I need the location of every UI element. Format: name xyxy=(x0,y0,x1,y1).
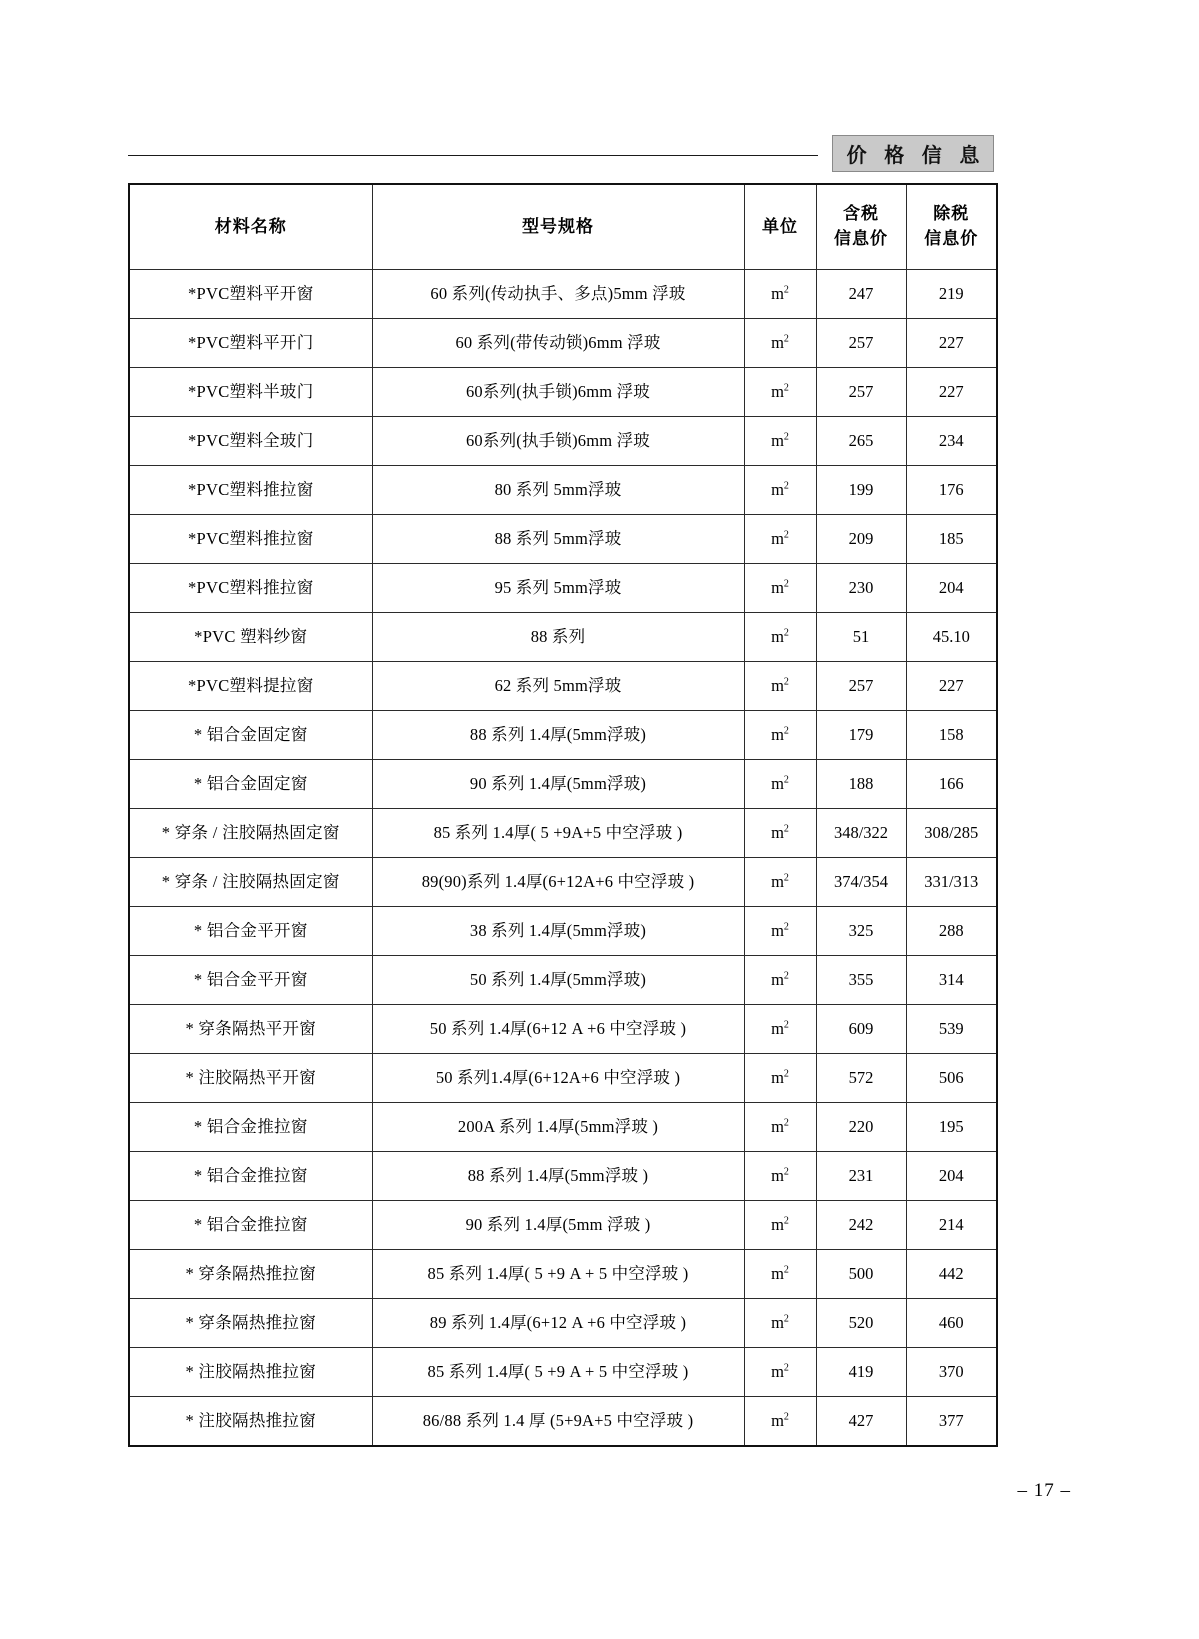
page-number: – 17 – xyxy=(1017,1480,1071,1501)
cell-tax-included-price: 500 xyxy=(816,1250,906,1299)
cell-tax-included-price: 348/322 xyxy=(816,809,906,858)
unit-symbol: $m^2$ xyxy=(771,773,789,793)
table-row xyxy=(129,1397,997,1447)
cell-model-spec: 38 系列 1.4厚(5mm浮玻) xyxy=(372,907,744,956)
unit-exponent: 2 xyxy=(783,333,789,345)
cell-tax-excluded-price: 539 xyxy=(906,1005,997,1054)
unit-exponent: 2 xyxy=(783,627,789,639)
cell-material-name: * 穿条隔热推拉窗 xyxy=(129,1250,372,1299)
unit-exponent: 2 xyxy=(783,1117,789,1129)
cell-material-name: * 铝合金推拉窗 xyxy=(129,1201,372,1250)
cell-model-spec: 85 系列 1.4厚( 5 +9 A + 5 中空浮玻 ) xyxy=(372,1348,744,1397)
cell-tax-excluded-price: 158 xyxy=(906,711,997,760)
unit-exponent: 2 xyxy=(783,1215,789,1227)
cell-unit xyxy=(744,466,816,515)
cell-model-spec: 85 系列 1.4厚( 5 +9A+5 中空浮玻 ) xyxy=(372,809,744,858)
cell-model-spec: 88 系列 xyxy=(372,613,744,662)
column-header-tax-excluded-line1: 除税 xyxy=(933,204,970,224)
cell-model-spec: 89 系列 1.4厚(6+12 A +6 中空浮玻 ) xyxy=(372,1299,744,1348)
cell-tax-included-price: 257 xyxy=(816,368,906,417)
cell-material-name: *PVC塑料推拉窗 xyxy=(129,515,372,564)
cell-material-name: * 穿条隔热平开窗 xyxy=(129,1005,372,1054)
cell-model-spec: 200A 系列 1.4厚(5mm浮玻 ) xyxy=(372,1103,744,1152)
cell-material-name: *PVC塑料平开门 xyxy=(129,319,372,368)
table-row xyxy=(129,270,997,319)
cell-model-spec: 88 系列 1.4厚(5mm浮玻) xyxy=(372,711,744,760)
unit-symbol: $m^2$ xyxy=(771,381,789,401)
cell-tax-excluded-price: 460 xyxy=(906,1299,997,1348)
cell-tax-excluded-price: 227 xyxy=(906,319,997,368)
cell-unit xyxy=(744,907,816,956)
cell-material-name: * 注胶隔热平开窗 xyxy=(129,1054,372,1103)
cell-material-name: * 铝合金平开窗 xyxy=(129,907,372,956)
column-header-tax-included-price xyxy=(816,184,906,270)
cell-unit xyxy=(744,417,816,466)
unit-symbol: $m^2$ xyxy=(771,528,789,548)
unit-symbol: $m^2$ xyxy=(771,1165,789,1185)
table-row xyxy=(129,1005,997,1054)
cell-tax-included-price: 427 xyxy=(816,1397,906,1447)
cell-tax-excluded-price: 314 xyxy=(906,956,997,1005)
cell-material-name: * 铝合金固定窗 xyxy=(129,711,372,760)
cell-unit xyxy=(744,760,816,809)
unit-symbol: $m^2$ xyxy=(771,1263,789,1283)
unit-exponent: 2 xyxy=(783,1411,789,1423)
table-row xyxy=(129,613,997,662)
unit-symbol: $m^2$ xyxy=(771,969,789,989)
unit-exponent: 2 xyxy=(783,578,789,590)
unit-exponent: 2 xyxy=(783,431,789,443)
cell-unit xyxy=(744,1250,816,1299)
table-row xyxy=(129,809,997,858)
cell-tax-excluded-price: 227 xyxy=(906,368,997,417)
table-row xyxy=(129,1103,997,1152)
unit-exponent: 2 xyxy=(783,382,789,394)
unit-symbol: $m^2$ xyxy=(771,1361,789,1381)
cell-tax-excluded-price: 214 xyxy=(906,1201,997,1250)
cell-tax-excluded-price: 204 xyxy=(906,564,997,613)
cell-tax-excluded-price: 204 xyxy=(906,1152,997,1201)
cell-unit xyxy=(744,662,816,711)
cell-unit xyxy=(744,270,816,319)
cell-tax-excluded-price: 185 xyxy=(906,515,997,564)
cell-tax-included-price: 355 xyxy=(816,956,906,1005)
cell-unit xyxy=(744,1005,816,1054)
cell-model-spec: 85 系列 1.4厚( 5 +9 A + 5 中空浮玻 ) xyxy=(372,1250,744,1299)
cell-material-name: * 铝合金推拉窗 xyxy=(129,1103,372,1152)
cell-tax-excluded-price: 227 xyxy=(906,662,997,711)
cell-material-name: * 穿条隔热推拉窗 xyxy=(129,1299,372,1348)
unit-symbol: $m^2$ xyxy=(771,283,789,303)
table-header-row xyxy=(129,184,997,270)
column-header-tax-included-line1: 含税 xyxy=(843,204,879,224)
unit-symbol: $m^2$ xyxy=(771,626,789,646)
cell-tax-included-price: 520 xyxy=(816,1299,906,1348)
cell-model-spec: 60系列(执手锁)6mm 浮玻 xyxy=(372,417,744,466)
cell-material-name: *PVC 塑料纱窗 xyxy=(129,613,372,662)
cell-tax-included-price: 188 xyxy=(816,760,906,809)
cell-tax-excluded-price: 370 xyxy=(906,1348,997,1397)
table-row xyxy=(129,515,997,564)
table-header xyxy=(129,184,997,270)
cell-tax-excluded-price: 331/313 xyxy=(906,858,997,907)
cell-material-name: *PVC塑料推拉窗 xyxy=(129,466,372,515)
cell-tax-excluded-price: 176 xyxy=(906,466,997,515)
cell-tax-included-price: 230 xyxy=(816,564,906,613)
table-row xyxy=(129,662,997,711)
cell-tax-included-price: 231 xyxy=(816,1152,906,1201)
unit-exponent: 2 xyxy=(783,1166,789,1178)
cell-tax-excluded-price: 377 xyxy=(906,1397,997,1447)
unit-exponent: 2 xyxy=(783,725,789,737)
unit-exponent: 2 xyxy=(783,921,789,933)
price-table-container xyxy=(128,183,996,1447)
cell-unit xyxy=(744,613,816,662)
table-row xyxy=(129,564,997,613)
cell-tax-included-price: 325 xyxy=(816,907,906,956)
cell-unit xyxy=(744,1054,816,1103)
unit-symbol: $m^2$ xyxy=(771,479,789,499)
cell-tax-excluded-price: 166 xyxy=(906,760,997,809)
cell-tax-excluded-price: 308/285 xyxy=(906,809,997,858)
unit-symbol: $m^2$ xyxy=(771,871,789,891)
cell-model-spec: 50 系列1.4厚(6+12A+6 中空浮玻 ) xyxy=(372,1054,744,1103)
cell-tax-included-price: 199 xyxy=(816,466,906,515)
cell-unit xyxy=(744,319,816,368)
unit-exponent: 2 xyxy=(783,1313,789,1325)
cell-tax-included-price: 247 xyxy=(816,270,906,319)
cell-material-name: * 注胶隔热推拉窗 xyxy=(129,1397,372,1447)
unit-exponent: 2 xyxy=(783,1362,789,1374)
column-header-unit: 单位 xyxy=(744,184,816,270)
cell-unit xyxy=(744,515,816,564)
cell-tax-excluded-price: 288 xyxy=(906,907,997,956)
unit-exponent: 2 xyxy=(783,480,789,492)
table-row xyxy=(129,1201,997,1250)
cell-tax-included-price: 209 xyxy=(816,515,906,564)
table-row xyxy=(129,858,997,907)
cell-tax-excluded-price: 442 xyxy=(906,1250,997,1299)
cell-material-name: * 铝合金固定窗 xyxy=(129,760,372,809)
unit-exponent: 2 xyxy=(783,676,789,688)
cell-tax-excluded-price: 219 xyxy=(906,270,997,319)
unit-symbol: $m^2$ xyxy=(771,1067,789,1087)
cell-tax-excluded-price: 234 xyxy=(906,417,997,466)
unit-exponent: 2 xyxy=(783,1019,789,1031)
unit-exponent: 2 xyxy=(783,1264,789,1276)
table-row xyxy=(129,466,997,515)
cell-tax-included-price: 572 xyxy=(816,1054,906,1103)
cell-unit xyxy=(744,809,816,858)
table-row xyxy=(129,319,997,368)
cell-unit xyxy=(744,564,816,613)
column-header-model-spec: 型号规格 xyxy=(372,184,744,270)
unit-symbol: $m^2$ xyxy=(771,1214,789,1234)
cell-model-spec: 60 系列(带传动锁)6mm 浮玻 xyxy=(372,319,744,368)
cell-material-name: * 铝合金平开窗 xyxy=(129,956,372,1005)
unit-exponent: 2 xyxy=(783,970,789,982)
unit-exponent: 2 xyxy=(783,774,789,786)
cell-tax-included-price: 265 xyxy=(816,417,906,466)
cell-tax-included-price: 257 xyxy=(816,319,906,368)
cell-tax-included-price: 419 xyxy=(816,1348,906,1397)
cell-model-spec: 80 系列 5mm浮玻 xyxy=(372,466,744,515)
table-row xyxy=(129,956,997,1005)
unit-symbol: $m^2$ xyxy=(771,577,789,597)
unit-symbol: $m^2$ xyxy=(771,822,789,842)
table-row xyxy=(129,1348,997,1397)
cell-material-name: *PVC塑料全玻门 xyxy=(129,417,372,466)
table-row xyxy=(129,1152,997,1201)
column-header-tax-excluded-price xyxy=(906,184,997,270)
table-row xyxy=(129,907,997,956)
cell-tax-included-price: 609 xyxy=(816,1005,906,1054)
table-row xyxy=(129,1250,997,1299)
price-table xyxy=(128,183,998,1447)
cell-unit xyxy=(744,711,816,760)
cell-material-name: *PVC塑料提拉窗 xyxy=(129,662,372,711)
table-row xyxy=(129,1299,997,1348)
table-row xyxy=(129,1054,997,1103)
section-badge xyxy=(832,135,994,172)
cell-unit xyxy=(744,858,816,907)
cell-model-spec: 88 系列 5mm浮玻 xyxy=(372,515,744,564)
unit-exponent: 2 xyxy=(783,872,789,884)
cell-model-spec: 86/88 系列 1.4 厚 (5+9A+5 中空浮玻 ) xyxy=(372,1397,744,1447)
cell-tax-included-price: 51 xyxy=(816,613,906,662)
unit-exponent: 2 xyxy=(783,529,789,541)
unit-symbol: $m^2$ xyxy=(771,1312,789,1332)
table-row xyxy=(129,760,997,809)
table-row xyxy=(129,368,997,417)
cell-material-name: *PVC塑料推拉窗 xyxy=(129,564,372,613)
column-header-tax-included-line2: 信息价 xyxy=(834,229,888,248)
cell-material-name: * 穿条 / 注胶隔热固定窗 xyxy=(129,809,372,858)
cell-model-spec: 88 系列 1.4厚(5mm浮玻 ) xyxy=(372,1152,744,1201)
unit-symbol: $m^2$ xyxy=(771,1018,789,1038)
cell-unit xyxy=(744,1348,816,1397)
cell-material-name: * 注胶隔热推拉窗 xyxy=(129,1348,372,1397)
cell-material-name: * 穿条 / 注胶隔热固定窗 xyxy=(129,858,372,907)
cell-tax-included-price: 179 xyxy=(816,711,906,760)
cell-tax-included-price: 257 xyxy=(816,662,906,711)
cell-model-spec: 62 系列 5mm浮玻 xyxy=(372,662,744,711)
cell-unit xyxy=(744,956,816,1005)
unit-exponent: 2 xyxy=(783,1068,789,1080)
cell-tax-excluded-price: 45.10 xyxy=(906,613,997,662)
cell-unit xyxy=(744,1299,816,1348)
unit-exponent: 2 xyxy=(783,823,789,835)
unit-exponent: 2 xyxy=(783,284,789,296)
unit-symbol: $m^2$ xyxy=(771,332,789,352)
cell-unit xyxy=(744,368,816,417)
cell-model-spec: 50 系列 1.4厚(5mm浮玻) xyxy=(372,956,744,1005)
unit-symbol: $m^2$ xyxy=(771,920,789,940)
column-header-material-name: 材料名称 xyxy=(129,184,372,270)
unit-symbol: $m^2$ xyxy=(771,430,789,450)
cell-tax-included-price: 242 xyxy=(816,1201,906,1250)
cell-model-spec: 90 系列 1.4厚(5mm 浮玻 ) xyxy=(372,1201,744,1250)
cell-unit xyxy=(744,1103,816,1152)
cell-unit xyxy=(744,1152,816,1201)
cell-material-name: *PVC塑料平开窗 xyxy=(129,270,372,319)
table-row xyxy=(129,711,997,760)
unit-symbol: $m^2$ xyxy=(771,1116,789,1136)
cell-model-spec: 60系列(执手锁)6mm 浮玻 xyxy=(372,368,744,417)
cell-tax-included-price: 374/354 xyxy=(816,858,906,907)
cell-tax-excluded-price: 506 xyxy=(906,1054,997,1103)
cell-model-spec: 95 系列 5mm浮玻 xyxy=(372,564,744,613)
table-row xyxy=(129,417,997,466)
page-header xyxy=(128,135,994,175)
cell-model-spec: 90 系列 1.4厚(5mm浮玻) xyxy=(372,760,744,809)
cell-model-spec: 60 系列(传动执手、多点)5mm 浮玻 xyxy=(372,270,744,319)
unit-symbol: $m^2$ xyxy=(771,675,789,695)
cell-model-spec: 89(90)系列 1.4厚(6+12A+6 中空浮玻 ) xyxy=(372,858,744,907)
cell-tax-included-price: 220 xyxy=(816,1103,906,1152)
cell-material-name: *PVC塑料半玻门 xyxy=(129,368,372,417)
cell-unit xyxy=(744,1397,816,1447)
column-header-tax-excluded-line2: 信息价 xyxy=(924,229,979,248)
header-rule xyxy=(128,155,818,156)
table-body xyxy=(129,270,997,1447)
unit-symbol: $m^2$ xyxy=(771,724,789,744)
cell-unit xyxy=(744,1201,816,1250)
cell-tax-excluded-price: 195 xyxy=(906,1103,997,1152)
section-badge-label: 价 格 信 息 xyxy=(846,145,986,167)
cell-material-name: * 铝合金推拉窗 xyxy=(129,1152,372,1201)
unit-symbol: $m^2$ xyxy=(771,1410,789,1430)
cell-model-spec: 50 系列 1.4厚(6+12 A +6 中空浮玻 ) xyxy=(372,1005,744,1054)
